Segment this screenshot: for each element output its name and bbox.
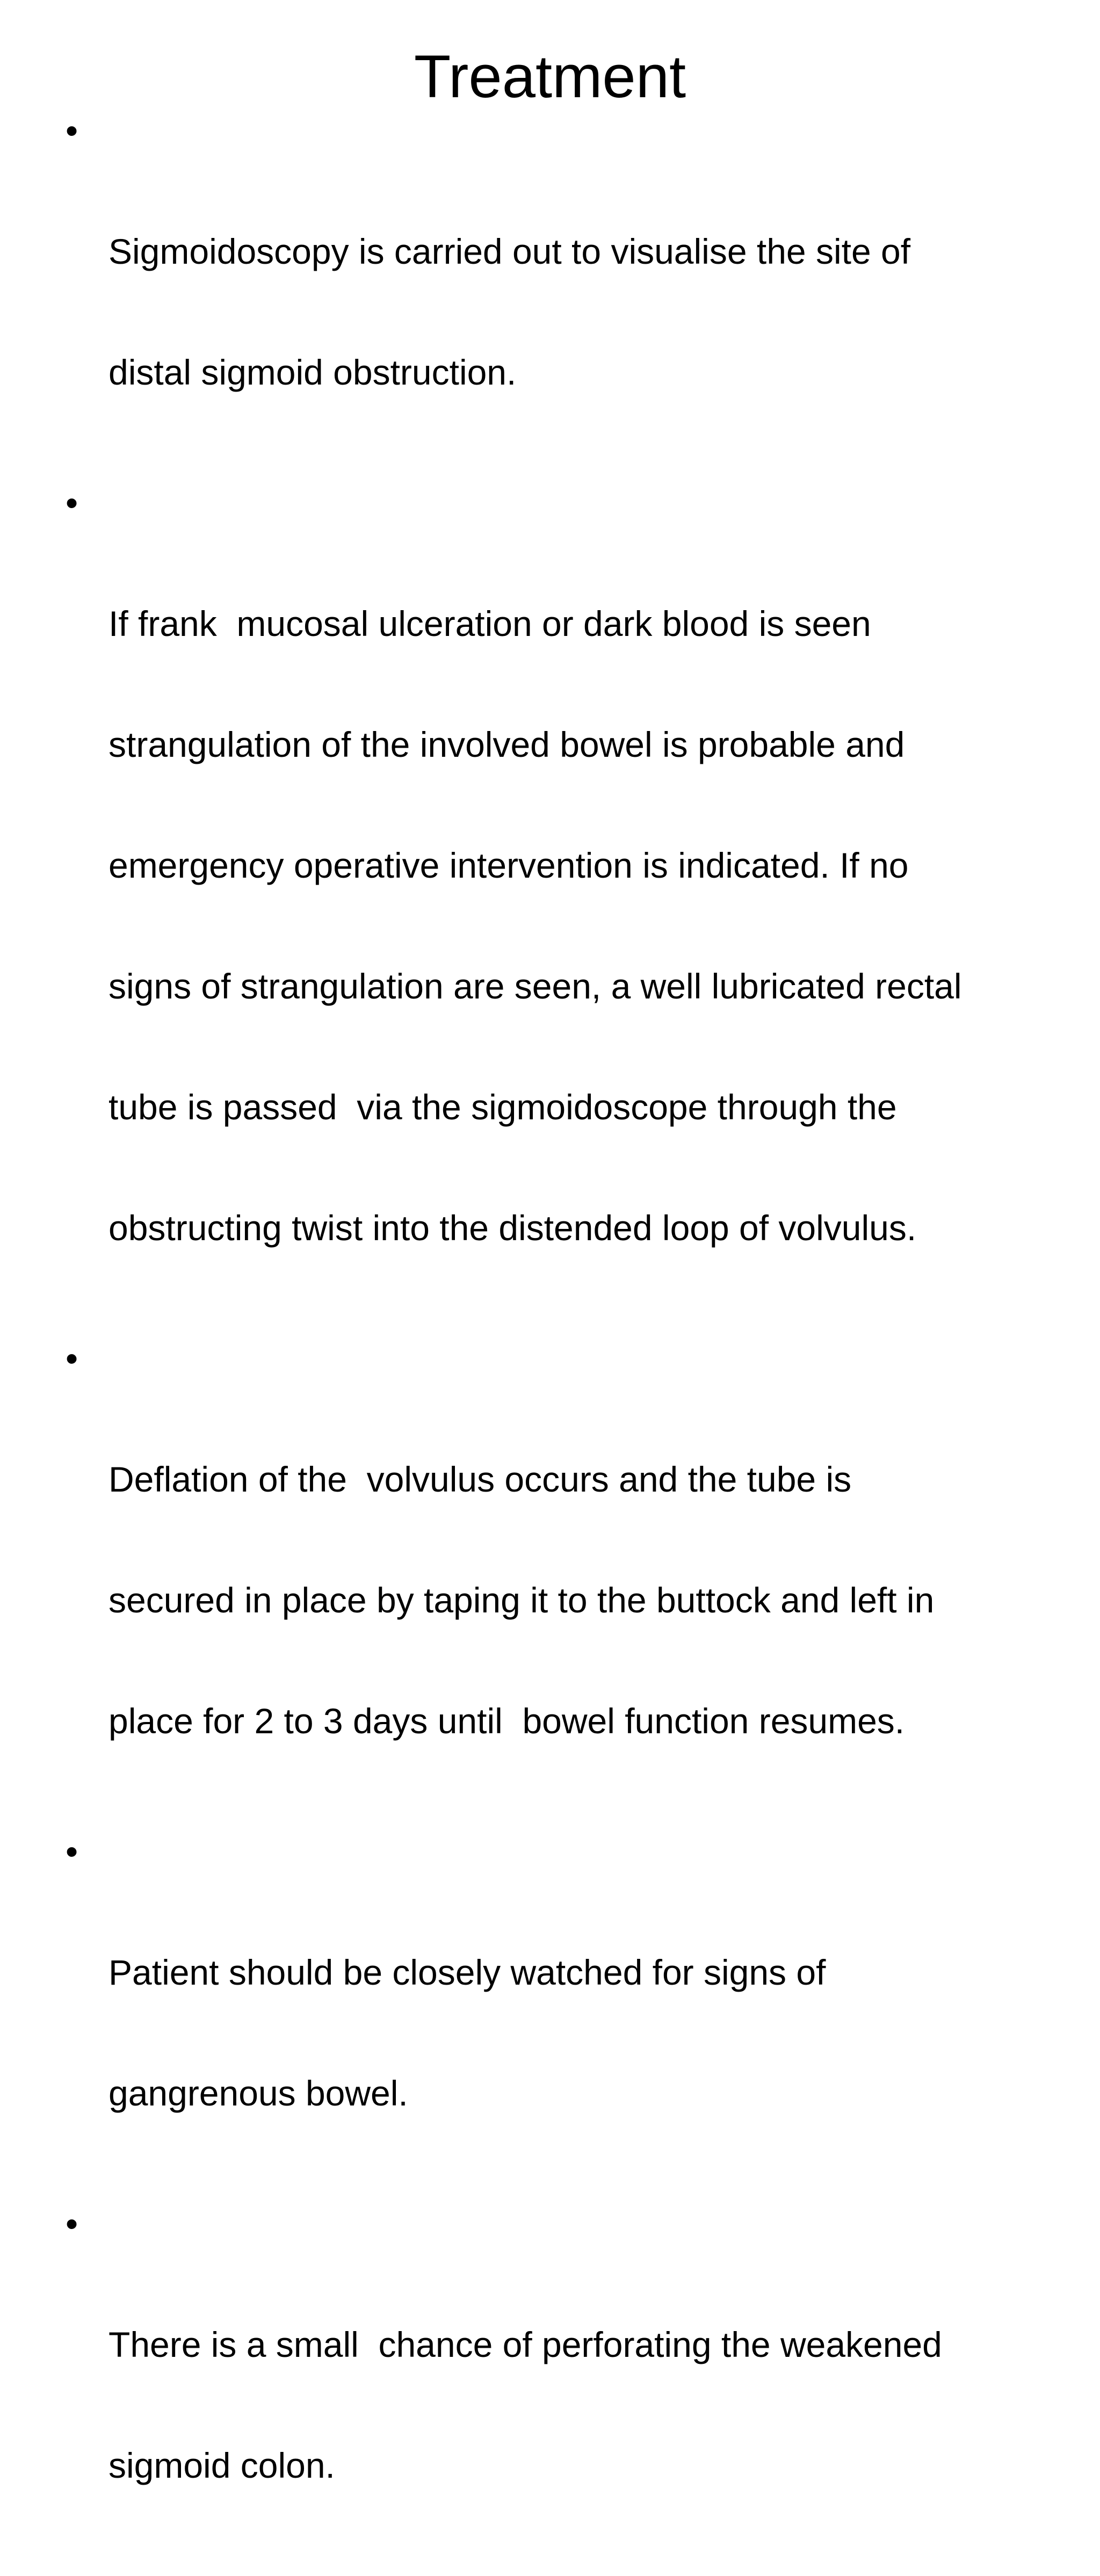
bullet-list xyxy=(66,111,1075,2576)
bullet-item xyxy=(66,1832,1075,2194)
bullet-text-line: emergency operative intervention is indicated. If no xyxy=(108,845,909,885)
bullet-text-line: obstructing twist into the distended loop of volvulus. xyxy=(108,1208,917,1248)
bullet-text-line: place for 2 to 3 days until bowel function resumes. xyxy=(108,1701,905,1741)
bullet-icon: • xyxy=(66,1832,78,1871)
bullet-icon: • xyxy=(66,483,78,523)
bullet-text-line: There is a small chance of perforating the weakened xyxy=(108,2325,942,2364)
bullet-icon: • xyxy=(66,2204,78,2244)
bullet-text-line: tube is passed via the sigmoidoscope through the xyxy=(108,1087,897,1127)
bullet-text-line: sigmoid colon. xyxy=(108,2445,335,2485)
bullet-item xyxy=(66,483,1075,1329)
bullet-text-line: strangulation of the involved bowel is probable and xyxy=(108,725,905,764)
bullet-text-line: distal sigmoid obstruction. xyxy=(108,352,517,392)
bullet-text-line: Patient should be closely watched for signs of xyxy=(108,1952,826,1992)
bullet-text-line: secured in place by taping it to the buttock and left in xyxy=(108,1580,935,1620)
bullet-icon: • xyxy=(66,111,78,150)
bullet-item xyxy=(66,1338,1075,1822)
slide-title: Treatment xyxy=(414,43,686,110)
bullet-item xyxy=(66,2204,1075,2566)
bullet-item xyxy=(66,111,1075,473)
bullet-icon: • xyxy=(66,1338,78,1378)
bullet-text-line: Deflation of the volvulus occurs and the tube is xyxy=(108,1459,852,1499)
bullet-text-line: gangrenous bowel. xyxy=(108,2073,408,2113)
bullet-text-line: Sigmoidoscopy is carried out to visualise the site of xyxy=(108,231,911,271)
bullet-text-line: If frank mucosal ulceration or dark blood is seen xyxy=(108,604,871,643)
bullet-text-line: signs of strangulation are seen, a well lubricated rectal xyxy=(108,966,962,1006)
